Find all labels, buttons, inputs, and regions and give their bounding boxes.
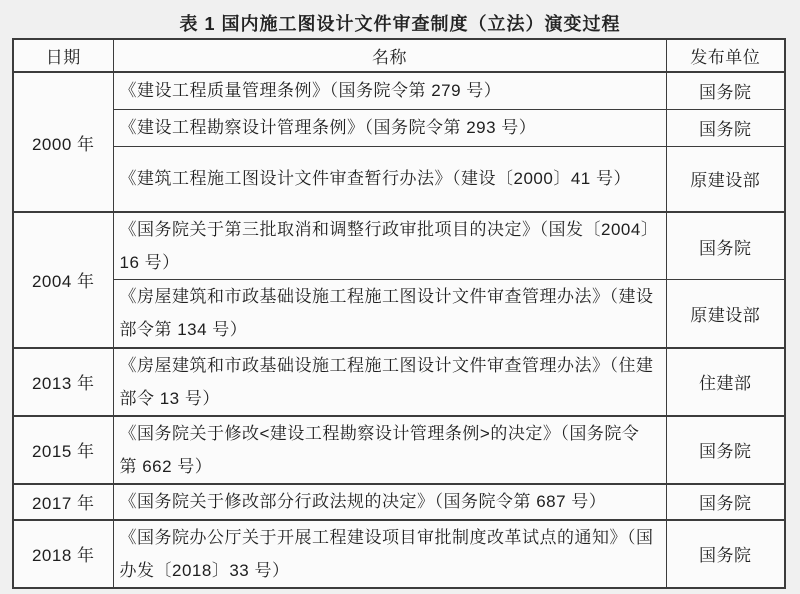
header-name: 名称 — [113, 39, 666, 72]
table-row — [13, 146, 785, 212]
publisher-cell: 住建部 — [666, 348, 785, 416]
regulation-name-cell: 《建筑工程施工图设计文件审查暂行办法》（建设〔2000〕41 号） — [113, 146, 666, 212]
year-cell: 2004 年 — [13, 212, 113, 348]
regulation-name-cell: 《国务院关于修改<建设工程勘察设计管理条例>的决定》（国务院令第 662 号） — [113, 416, 666, 484]
regulation-name-cell: 《房屋建筑和市政基础设施工程施工图设计文件审查管理办法》（建设部令第 134 号） — [113, 280, 666, 348]
year-cell: 2018 年 — [13, 520, 113, 588]
table-row — [13, 484, 785, 520]
table-row — [13, 72, 785, 109]
regulation-name-cell: 《建设工程质量管理条例》（国务院令第 279 号） — [113, 72, 666, 109]
publisher-cell: 原建设部 — [666, 280, 785, 348]
table-row — [13, 416, 785, 484]
evolution-table — [12, 38, 786, 589]
header-date: 日期 — [13, 39, 113, 72]
regulation-name-cell: 《国务院关于第三批取消和调整行政审批项目的决定》（国发〔2004〕16 号） — [113, 212, 666, 280]
table-row — [13, 280, 785, 348]
regulation-name-cell: 《国务院办公厅关于开展工程建设项目审批制度改革试点的通知》（国办发〔2018〕33 号） — [113, 520, 666, 588]
publisher-cell: 国务院 — [666, 520, 785, 588]
regulation-name-cell: 《房屋建筑和市政基础设施工程施工图设计文件审查管理办法》（住建部令 13 号） — [113, 348, 666, 416]
publisher-cell: 国务院 — [666, 212, 785, 280]
year-cell: 2015 年 — [13, 416, 113, 484]
table-title: 表 1 国内施工图设计文件审查制度（立法）演变过程 — [179, 14, 621, 34]
publisher-cell: 原建设部 — [666, 146, 785, 212]
publisher-cell: 国务院 — [666, 72, 785, 109]
publisher-cell: 国务院 — [666, 109, 785, 146]
table-row — [13, 212, 785, 280]
header-publisher: 发布单位 — [666, 39, 785, 72]
regulation-name-cell: 《建设工程勘察设计管理条例》（国务院令第 293 号） — [113, 109, 666, 146]
table-row — [13, 348, 785, 416]
publisher-cell: 国务院 — [666, 484, 785, 520]
table-row — [13, 109, 785, 146]
regulation-name-cell: 《国务院关于修改部分行政法规的决定》（国务院令第 687 号） — [113, 484, 666, 520]
year-cell: 2000 年 — [13, 72, 113, 212]
year-cell: 2013 年 — [13, 348, 113, 416]
year-cell: 2017 年 — [13, 484, 113, 520]
table-header-row — [13, 39, 785, 72]
publisher-cell: 国务院 — [666, 416, 785, 484]
table-row — [13, 520, 785, 588]
